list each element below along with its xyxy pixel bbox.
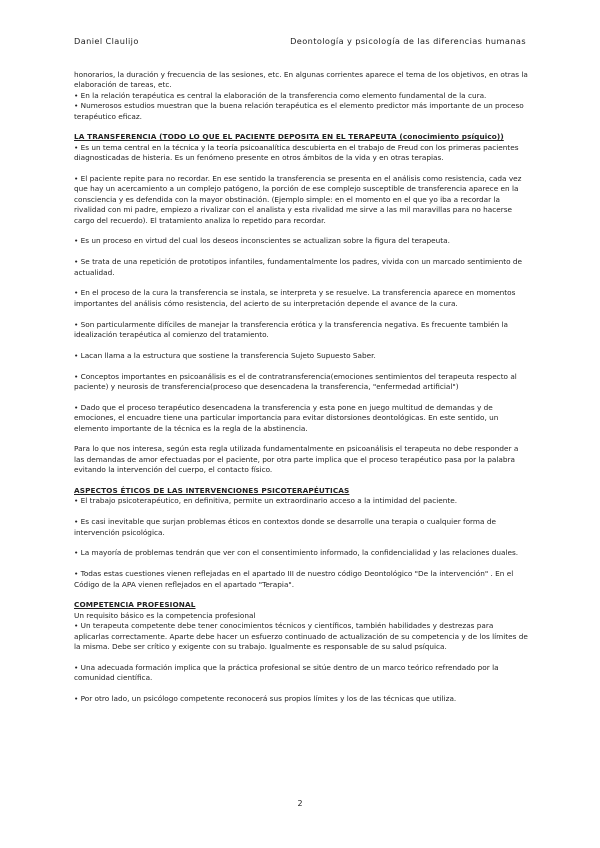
body-paragraph: • En el proceso de la cura la transferencia se instala, se interpreta y se resuelve. La transferencia aparece en momentos importantes del análisis cómo resistencia, del acierto de su interpretación depende el avance de la cura. [74,288,516,308]
section-heading-competencia: COMPETENCIA PROFESIONAL [74,600,196,610]
body-paragraph: • Una adecuada formación implica que la práctica profesional se sitúe dentro de un marco teórico refrendado por la comunidad científica. [74,662,499,683]
body-paragraph: • La mayoría de problemas tendrán que ver con el consentimiento informado, la confidencialidad y las relaciones duales. [74,548,519,558]
section-heading-transferencia: LA TRANSFERENCIA (TODO LO QUE EL PACIENTE DEPOSITA EN EL TERAPEUTA (conocimiento psíquico)) [74,132,504,142]
body-paragraph: • Es casi inevitable que surjan problemas éticos en contextos donde se desarrolle una terapia o cualquier forma de intervención psicológica. [74,517,496,537]
body-paragraph: Para lo que nos interesa, según esta regla utilizada fundamentalmente en psicoanálisis el terapeuta no debe responder a las demandas de amor efectuadas por el paciente, por otra parte implica que el proceso terapéutico pasa por la palabra evitando la intervención del cuerpo, el contacto físico. [74,444,519,475]
body-paragraph: • Se trata de una repetición de prototipos infantiles, fundamentalmente los padres, vivida con un marcado sentimiento de actualidad. [74,257,523,277]
body-paragraph: • Por otro lado, un psicólogo competente reconocerá sus propios límites y los de las técnicas que utiliza. [74,694,457,704]
page-header [74,36,526,50]
body-paragraph: • Un terapeuta competente debe tener conocimientos técnicos y científicos, también habilidades y destrezas para aplicarlas correctamente. Aparte debe hacer un esfuerzo continuado de actualización de su competencia y de los límites de la misma. Debe ser crítico y exigente con su trabajo. Igualmente es responsable de su salud psíquica. [74,621,528,652]
section-heading-aspectos-eticos: ASPECTOS ÉTICOS DE LAS INTERVENCIONES PSICOTERAPÉUTICAS [74,486,350,496]
body-paragraph: • Dado que el proceso terapéutico desencadena la transferencia y esta pone en juego multitud de demandas y de emociones, el encuadre tiene una particular importancia para evitar distorsiones deontológicas. En este sentido, un elemento importante de la técnica es la regla de la abstinencia. [74,402,499,433]
section-subtitle: Un requisito básico es la competencia profesional [74,610,256,620]
document-body [74,70,528,705]
body-paragraph: • Es un tema central en la técnica y la teoría psicoanalítica descubierta en el trabajo de Freud con los primeras pacientes diagnosticadas de histeria. Es un fenómeno presente en otros ámbitos de la vida y en otras terapias. [74,142,519,163]
body-paragraph: • Son particularmente difíciles de manejar la transferencia erótica y la transferencia negativa. Es frecuente también la idealización terapéutica al comienzo del tratamiento. [74,319,509,340]
body-paragraph: • El paciente repite para no recordar. En ese sentido la transferencia se presenta en el análisis como resistencia, cada vez que hay un acercamiento a un complejo patógeno, la porción de ese complejo susceptible de transferencia aparece en la consciencia y es defendida con la mayor obstinación. (Ejemplo simple: en el momento en el que yo iba a recordar la rivalidad con mi padre, empiezo a rivalizar con el analista y esta rivalidad me sirve a las mil maravillas para no hacerse cargo del recuerdo). El tratamiento analiza lo repetido para recordar. [74,174,522,225]
header-author: Daniel Claulijo [74,36,139,46]
body-paragraph: • Conceptos importantes en psicoanálisis es el de contratransferencia(emociones sentimientos del terapeuta respecto al paciente) y neurosis de transferencia(proceso que desencadena la transferencia, "enfermedad artificial") [74,371,517,392]
intro-paragraph: honorarios, la duración y frecuencia de las sesiones, etc. En algunas corrientes aparece el tema de los objetivos, en otras la elaboración de tareas, etc. [74,70,528,90]
intro-paragraph: • Numerosos estudios muestran que la buena relación terapéutica es el elemento predictor más importante de un proceso terapéutico eficaz. [74,101,524,121]
intro-paragraph: • En la relación terapéutica es central la elaboración de la transferencia como elemento fundamental de la cura. [74,90,487,100]
body-paragraph: • Todas estas cuestiones vienen reflejadas en el apartado III de nuestro código Deontológico "De la intervención" . En el Código de la APA vienen reflejados en el apartado "Terapia". [74,569,514,589]
body-paragraph: • Es un proceso en virtud del cual los deseos inconscientes se actualizan sobre la figura del terapeuta. [74,236,450,246]
header-subject: Deontología y psicología de las diferencias humanas [290,36,526,46]
page-number: 2 [297,799,303,808]
body-paragraph: • El trabajo psicoterapéutico, en definitiva, permite un extraordinario acceso a la intimidad del paciente. [74,496,458,506]
body-paragraph: • Lacan llama a la estructura que sostiene la transferencia Sujeto Supuesto Saber. [74,350,376,360]
